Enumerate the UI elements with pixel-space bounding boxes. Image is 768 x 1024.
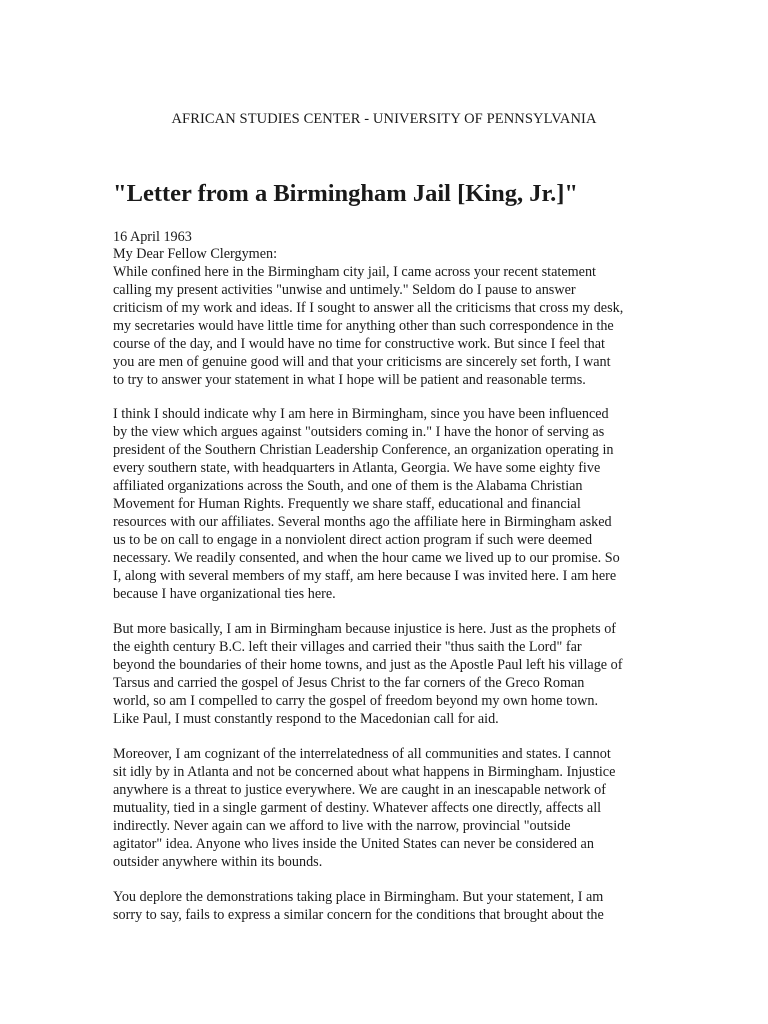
- body-line: Moreover, I am cognizant of the interrelatedness of all communities and states. I cannot: [113, 746, 611, 762]
- body-line: world, so am I compelled to carry the gospel of freedom beyond my own home town.: [113, 693, 599, 709]
- body-line: beyond the boundaries of their home towns, and just as the Apostle Paul left his village of: [113, 657, 623, 673]
- body-line: president of the Southern Christian Leadership Conference, an organization operating in: [113, 442, 614, 458]
- body-line: indirectly. Never again can we afford to live with the narrow, provincial "outside: [113, 818, 571, 834]
- body-line: the eighth century B.C. left their villages and carried their "thus saith the Lord" far: [113, 639, 582, 655]
- body-line: course of the day, and I would have no time for constructive work. But since I feel that: [113, 336, 605, 352]
- body-line: Movement for Human Rights. Frequently we share staff, educational and financial: [113, 496, 581, 512]
- body-line: You deplore the demonstrations taking place in Birmingham. But your statement, I am: [113, 889, 604, 905]
- body-line: sorry to say, fails to express a similar concern for the conditions that brought about the: [113, 907, 604, 923]
- body-line: criticism of my work and ideas. If I sought to answer all the criticisms that cross my desk,: [113, 300, 624, 316]
- body-line: outsider anywhere within its bounds.: [113, 854, 323, 870]
- body-line: by the view which argues against "outsiders coming in." I have the honor of serving as: [113, 424, 605, 440]
- body-line: sit idly by in Atlanta and not be concerned about what happens in Birmingham. Injustice: [113, 764, 616, 780]
- body-line: agitator" idea. Anyone who lives inside the United States can never be considered an: [113, 836, 594, 852]
- body-line: resources with our affiliates. Several months ago the affiliate here in Birmingham asked: [113, 514, 612, 530]
- body-line: because I have organizational ties here.: [113, 586, 336, 602]
- body-line: affiliated organizations across the South, and one of them is the Alabama Christian: [113, 478, 583, 494]
- body-line: to try to answer your statement in what I hope will be patient and reasonable terms.: [113, 372, 586, 388]
- page-header: AFRICAN STUDIES CENTER - UNIVERSITY OF PENNSYLVANIA: [171, 111, 597, 127]
- page-title: "Letter from a Birmingham Jail [King, Jr.]": [113, 180, 578, 207]
- letter-salutation: My Dear Fellow Clergymen:: [113, 246, 278, 262]
- letter-date: 16 April 1963: [113, 229, 192, 245]
- body-line: Tarsus and carried the gospel of Jesus Christ to the far corners of the Greco Roman: [113, 675, 585, 691]
- body-line: calling my present activities "unwise and untimely." Seldom do I pause to answer: [113, 282, 576, 298]
- body-line: us to be on call to engage in a nonviolent direct action program if such were deemed: [113, 532, 593, 548]
- body-line: every southern state, with headquarters in Atlanta, Georgia. We have some eighty five: [113, 460, 601, 476]
- body-line: But more basically, I am in Birmingham because injustice is here. Just as the prophets of: [113, 621, 617, 637]
- body-line: I think I should indicate why I am here in Birmingham, since you have been influenced: [113, 406, 609, 422]
- body-line: my secretaries would have little time for anything other than such correspondence in the: [113, 318, 614, 334]
- body-line: Like Paul, I must constantly respond to the Macedonian call for aid.: [113, 711, 499, 727]
- body-line: anywhere is a threat to justice everywhere. We are caught in an inescapable network of: [113, 782, 606, 798]
- body-line: you are men of genuine good will and that your criticisms are sincerely set forth, I want: [113, 354, 611, 370]
- body-line: While confined here in the Birmingham city jail, I came across your recent statement: [113, 264, 596, 280]
- body-line: necessary. We readily consented, and when the hour came we lived up to our promise. So: [113, 550, 620, 566]
- body-line: I, along with several members of my staff, am here because I was invited here. I am here: [113, 568, 617, 584]
- body-line: mutuality, tied in a single garment of destiny. Whatever affects one directly, affects all: [113, 800, 602, 816]
